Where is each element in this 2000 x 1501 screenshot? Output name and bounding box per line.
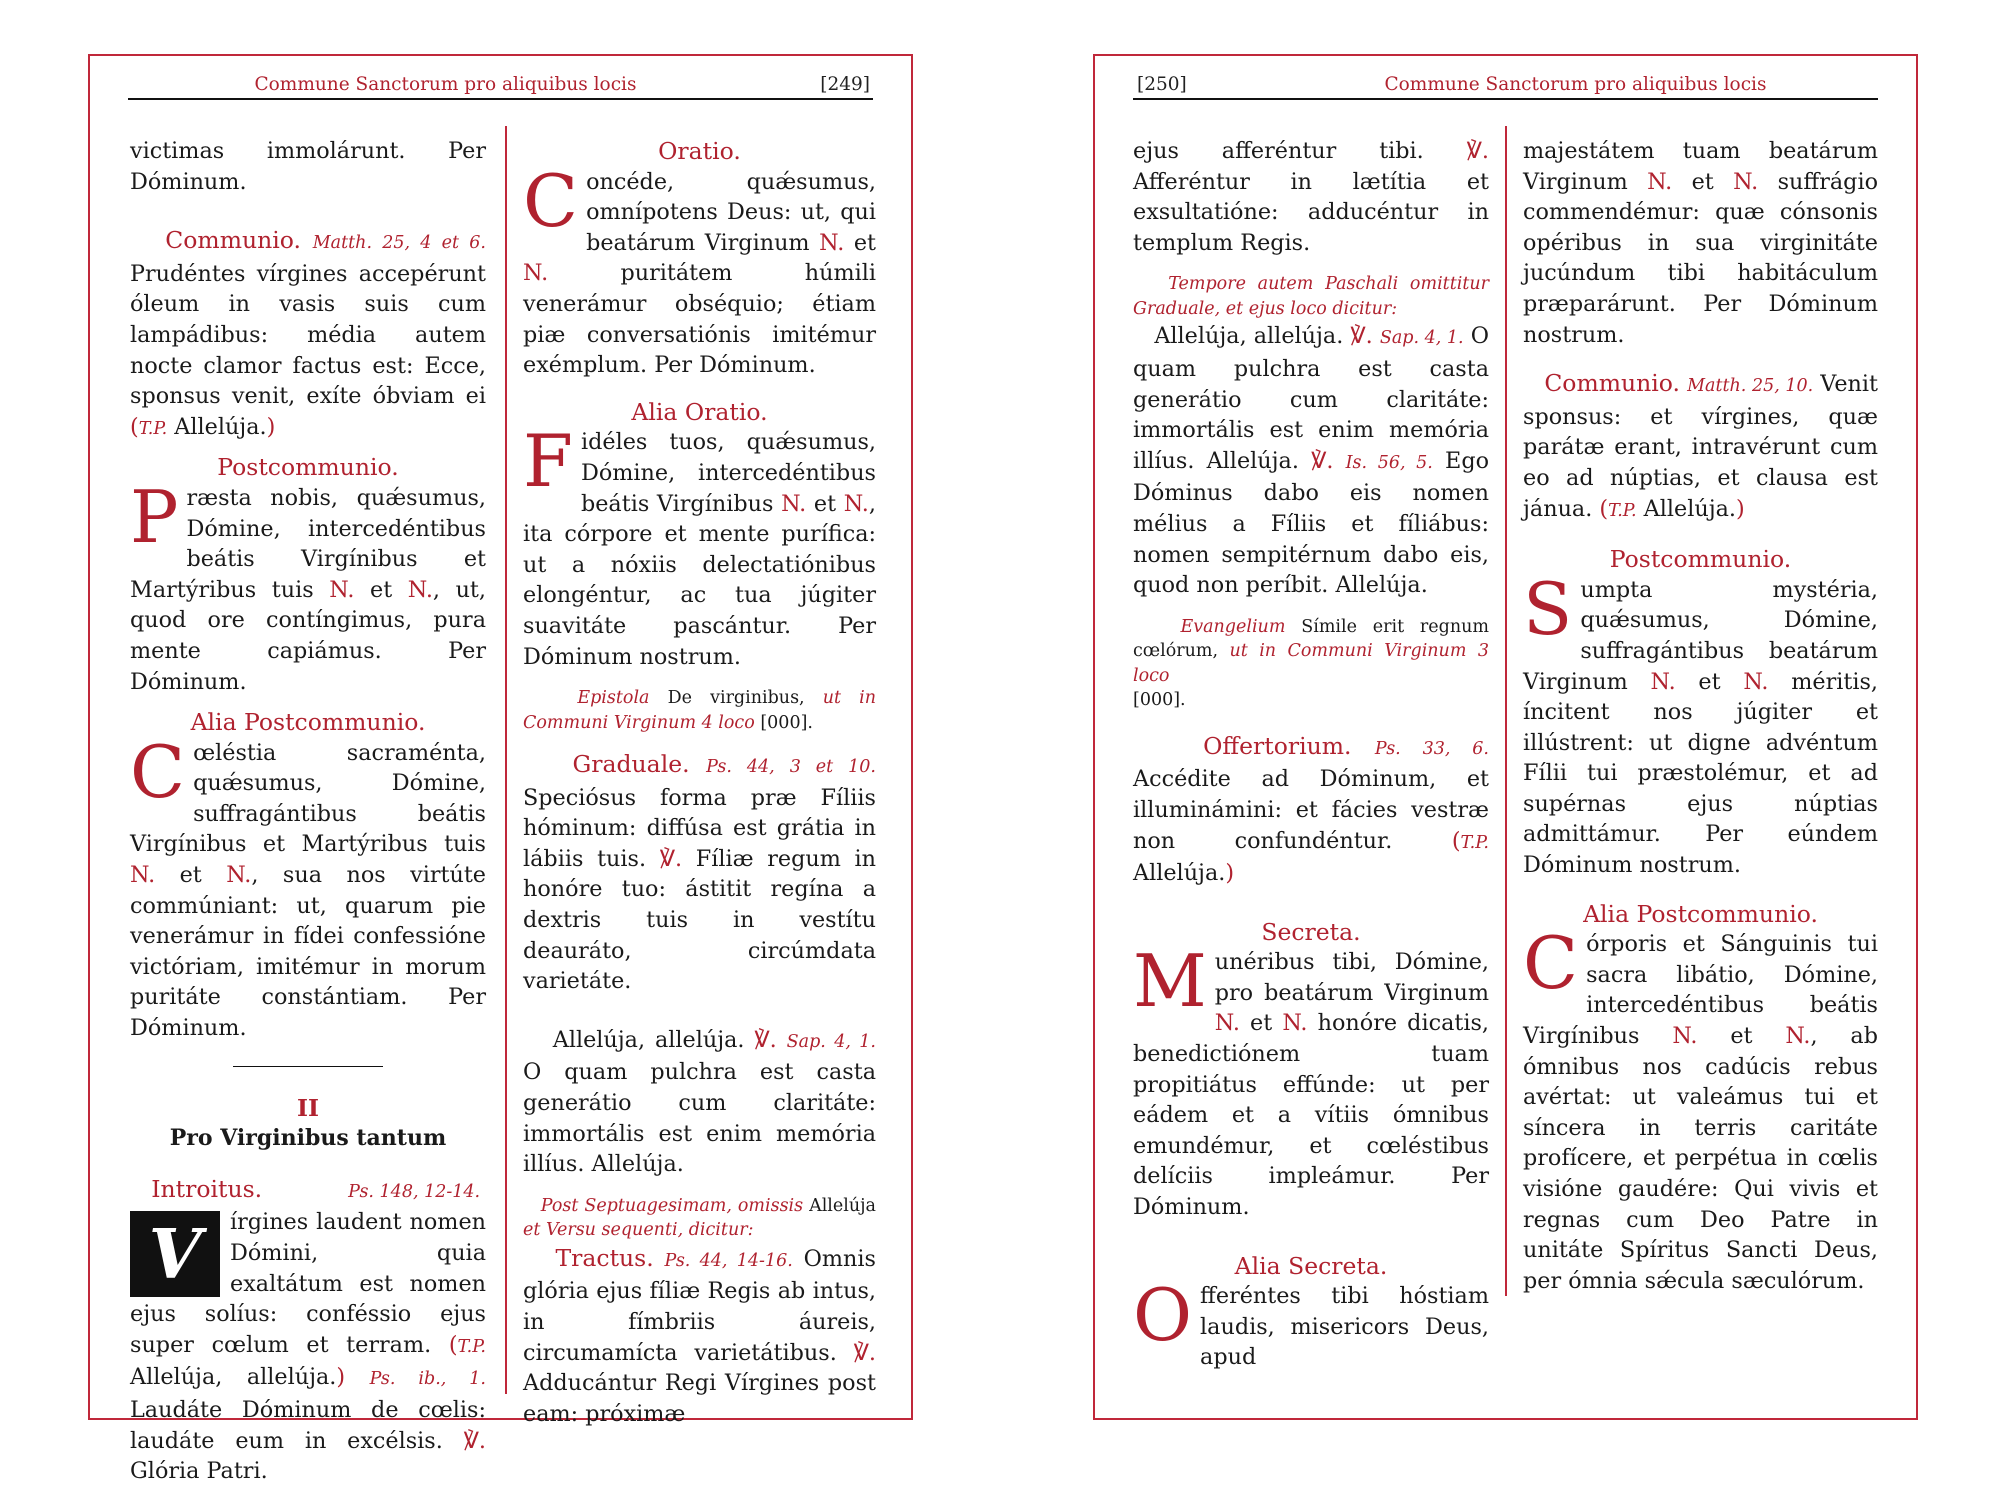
section-divider (233, 1066, 383, 1067)
graduale-heading: Graduale. (572, 750, 690, 779)
communio-heading: Communio. (165, 226, 301, 255)
ornamental-initial: V (130, 1211, 220, 1297)
scripture-ref: Ps. 44, 3 et 10. (706, 757, 876, 778)
scripture-ref: Ps. 33, 6. (1374, 738, 1489, 759)
postcommunio-heading: Postcommunio. (217, 453, 399, 482)
epistola-rubric: Epistola De virginibus, ut in Communi Virginum 4 loco [000]. (523, 688, 877, 733)
drop-cap: S (1523, 566, 1573, 651)
scripture-ref: Sap. 4, 1. (1379, 328, 1464, 349)
page-number: [250] (1137, 74, 1187, 95)
evangelium-rubric: Evangelium Símile erit regnum cœlórum, ut in Communi Virginum 3 loco [000]. (1133, 616, 1489, 711)
alia-postcommunio-heading: Alia Postcommunio. (1583, 899, 1818, 928)
alia-postcommunio-heading: Alia Postcommunio. (190, 708, 426, 737)
page-250 (1093, 54, 1918, 1420)
scripture-ref: Sap. 4, 1. (786, 1031, 876, 1052)
alia-secreta-paragraph: Offeréntes tibi hóstiam laudis, misericors Deus, apud (1133, 1273, 1489, 1371)
offertorium-paragraph: Offertorium. Ps. 33, 6. Accédite ad Dóminum, et illuminámini: et fácies vestræ non confundéntur. (T.P. Allelúja.) (1133, 731, 1489, 887)
section-title: Pro Virginibus tantum (169, 1125, 447, 1152)
versicle-symbol: ℣. (853, 1339, 876, 1366)
page-number: [249] (820, 74, 870, 95)
drop-cap: C (1523, 921, 1579, 1006)
page-249 (88, 54, 913, 1485)
post-septuagesimam-rubric: Post Septuagesimam, omissis Allelúja et Versu sequenti, dicitur: (523, 1195, 876, 1241)
introitus-heading: Introitus. (151, 1174, 263, 1203)
column-1 (130, 136, 486, 1487)
alia-postcommunio-paragraph: Cœléstia sacraménta, quǽsumus, Dómine, suffragántibus beátis Virgínibus et Martýribus tuis N. et N., sua nos virtúte commúniant: ut, quarum pie venerámur in fídei confessióne victóriam, imitémur in morum puritáte constántiam. Per Dóminum. (130, 729, 486, 1042)
secreta-heading: Secreta. (1261, 917, 1361, 946)
versicle-symbol: ℣. (659, 845, 683, 872)
oratio-heading: Oratio. (658, 137, 741, 165)
page-header (128, 66, 873, 100)
versicle-symbol: ℣. (1466, 138, 1489, 164)
paragraph: victimas immolárunt. Per Dóminum. (130, 138, 486, 195)
running-title: Commune Sanctorum pro aliquibus locis (254, 74, 637, 95)
scripture-ref: Is. 56, 5. (1345, 452, 1433, 473)
scripture-ref: Ps. 148, 12-14. (348, 1181, 481, 1202)
scripture-ref: Ps. ib., 1. (369, 1369, 486, 1390)
scripture-ref: Ps. 44, 14-16. (664, 1250, 793, 1271)
alia-oratio-heading: Alia Oratio. (631, 397, 768, 426)
drop-cap: F (523, 419, 573, 504)
postcommunio-heading: Postcommunio. (1609, 545, 1792, 574)
scripture-ref: Matth. 25, 4 et 6. (312, 233, 486, 254)
tractus-paragraph: Tractus. Ps. 44, 14-16. Omnis glória ejus fíliæ Regis ab intus, in fímbriis áureis, circumamícta varietátibus. ℣. Adducántur Regi Vírgines post eam: próximæ (523, 1243, 876, 1427)
versicle-symbol: ℣. (754, 1026, 777, 1053)
introitus-paragraph: V írgines laudent nomen Dómini, quia exaltátum est nomen ejus solíus: conféssio ejus super cœlum et terram. (T.P. Allelúja, allelúja.) Ps. ib., 1. Laudáte Dóminum de cœlis: laudáte eum in excélsis. ℣. Glória Patri. (130, 1209, 486, 1485)
offertorium-heading: Offertorium. (1203, 731, 1352, 760)
alleluja-paragraph: Allelúja, allelúja. ℣. Sap. 4, 1. O quam pulchra est casta generátio cum claritáte: immortális est enim memória illíus. Allelúja. (523, 1026, 876, 1178)
drop-cap: C (523, 158, 579, 243)
column-2 (523, 136, 876, 1429)
communio-paragraph: Communio. Matth. 25, 10. Venit sponsus: et vírgines, quæ parátæ erant, intravérunt cum eo ad núptias, et clausa est jánua. (T.P. Allelúja.) (1523, 369, 1878, 522)
drop-cap: M (1133, 939, 1207, 1024)
drop-cap: O (1133, 1273, 1193, 1358)
alia-postcommunio-paragraph: Córporis et Sánguinis tui sacra libátio, Dómine, intercedéntibus beátis Virgínibus N. et N., ab ómnibus nos cadúcis rebus avértat: ut valeámus tui et síncera in terris caritáte profícere, et perpétua in cœlis visióne gaudére: Qui vivis et regnas cum Deo Patre in unitáte Spíritus Sancti Deus, per ómnia sǽcula sæculórum. (1523, 921, 1878, 1294)
alia-oratio-paragraph: Fidéles tuos, quǽsumus, Dómine, intercedéntibus beátis Virgínibus N. et N., ita córpore et mente purífica: ut a nóxiis delectatiónibus elongéntur, ac tua júgiter suavitáte pascántur. Per Dóminum nostrum. (523, 419, 876, 670)
section-number: II (297, 1093, 319, 1122)
running-title: Commune Sanctorum pro aliquibus locis (1384, 74, 1767, 95)
scripture-ref: Matth. 25, 10. (1687, 376, 1814, 397)
versicle-symbol: ℣. (1350, 323, 1373, 350)
paragraph: ejus afferéntur tibi. ℣. Afferéntur in lætítia et exsultatióne: adducéntur in templum Regis. (1133, 138, 1489, 256)
secreta-paragraph: Munéribus tibi, Dómine, pro beatárum Virginum N. et N. honóre dicatis, benedictiónem tuam propitiátus effúnde: ut per eádem et a vítiis ómnibus emundémur, et cœléstibus delíciis impleámur. Per Dóminum. (1133, 939, 1489, 1221)
alleluja-paragraph: Allelúja, allelúja. ℣. Sap. 4, 1. O quam pulchra est casta generátio cum claritáte: immortális est enim memória illíus. Allelúja. ℣. Is. 56, 5. Ego Dóminus dabo eis nomen mélius a Fíliis et fíliábus: nomen sempitérnum dabo eis, quod non períbit. Allelúja. (1133, 323, 1490, 599)
column-rule (1505, 126, 1507, 1296)
postcommunio-paragraph: Præsta nobis, quǽsumus, Dómine, intercedéntibus beátis Virgínibus et Martýribus tuis N. et N., ut, quod ore contíngimus, pura mente capiámus. Per Dóminum. (130, 474, 486, 695)
alia-secreta-heading: Alia Secreta. (1234, 1251, 1388, 1280)
versicle-symbol: ℣. (1311, 447, 1334, 474)
communio-paragraph: Communio. Matth. 25, 4 et 6. Prudéntes vírgines accepérunt óleum in vasis suis cum lampádibus: média autem nocte clamor factus est: Ecce, sponsus venit, exíte óbviam ei (T.P. Allelúja.) (130, 226, 486, 440)
oratio-paragraph: Concéde, quǽsumus, omnípotens Deus: ut, qui beatárum Virginum N. et N. puritátem húmili venerámur obséquio; étiam piæ conversatiónis imitémur exémplum. Per Dóminum. (523, 158, 876, 379)
communio-heading: Communio. (1544, 369, 1680, 398)
introitus-heading-line (130, 1174, 486, 1208)
column-rule (505, 126, 507, 1394)
tempore-rubric: Tempore autem Paschali omittitur Graduale, et ejus loco dicitur: (1133, 274, 1489, 319)
tractus-heading: Tractus. (555, 1243, 654, 1272)
column-1 (1133, 136, 1489, 1373)
page-header (1133, 66, 1878, 100)
column-2 (1523, 136, 1878, 1296)
versicle-symbol: ℣. (463, 1427, 486, 1454)
graduale-paragraph: Graduale. Ps. 44, 3 et 10. Speciósus forma præ Fíliis hóminum: diffúsa est grátia in lábiis tuis. ℣. Fíliæ regum in honóre tuo: ástitit regína a dextris tuis in vestítu deauráto, circúmdata varietáte. (523, 750, 876, 995)
drop-cap: P (130, 474, 179, 559)
postcommunio-paragraph: Sumpta mystéria, quǽsumus, Dómine, suffragántibus beatárum Virginum N. et N. méritis, íncitent nos júgiter et illústrent: ut digne advéntum Fílii tui præstolémur, et ad supérnas ejus núptias admittámur. Per eúndem Dóminum nostrum. (1523, 566, 1878, 879)
paragraph: majestátem tuam beatárum Virginum N. et N. suffrágio commendémur: quæ cónsonis opéribus in sua virginitáte jucúndum tibi habitáculum præparárunt. Per Dóminum nostrum. (1523, 138, 1878, 348)
drop-cap: C (130, 729, 186, 814)
